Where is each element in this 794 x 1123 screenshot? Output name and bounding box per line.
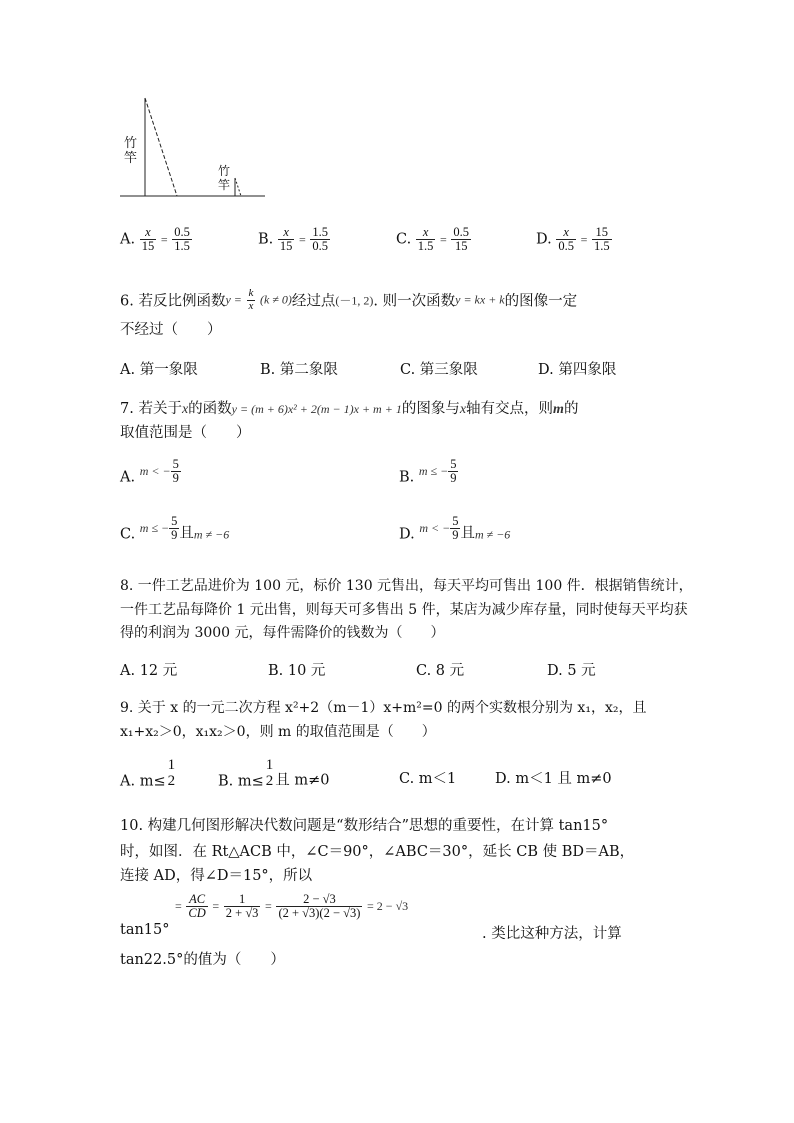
q10-stem-line3: 连接 AD，得∠D＝15°，所以 (120, 868, 313, 884)
q8-option-c[interactable]: C. 8 元 (416, 663, 465, 679)
q5-option-b[interactable]: B. $\frac{x}{15}$ = $\frac{1.5}{0.5}$ (258, 225, 328, 254)
q6-option-c[interactable]: C. 第三象限 (400, 362, 478, 378)
q6-option-d[interactable]: D. 第四象限 (538, 362, 617, 378)
q6-option-b[interactable]: B. 第二象限 (260, 362, 338, 378)
q7-stem: 7. 若关于x的函数y = (m + 6)x² + 2(m − 1)x + m + 1的图象与x轴有交点，则m的 (120, 401, 579, 417)
q9-option-a[interactable]: A. m≤ 1 2 (120, 757, 176, 790)
bamboo-shadow-figure (115, 92, 270, 202)
q9-option-b[interactable]: B. m≤ 1 2 且 m≠0 (218, 757, 330, 790)
q8-stem-line3: 得的利润为 3000 元，每件需降价的钱数为（ ） (120, 625, 445, 641)
q10-stem-line5: tan22.5°的值为（ ） (120, 952, 285, 968)
q7-option-d[interactable]: D. m < − $\frac{5}{9}$ 且m ≠ −6 (399, 514, 511, 543)
q5-option-d[interactable]: D. $\frac{x}{0.5}$ = $\frac{15}{1.5}$ (536, 225, 610, 254)
q8-stem-line2: 一件工艺品每降价 1 元出售，则每天可多售出 5 件，某店为减少库存量，同时使每天平均获 (120, 602, 688, 618)
q8-stem-line1: 8. 一件工艺品进价为 100 元，标价 130 元售出，每天平均可售出 100 件．根据销售统计， (120, 578, 693, 594)
q6-option-a[interactable]: A. 第一象限 (120, 362, 198, 378)
q8-option-d[interactable]: D. 5 元 (547, 663, 596, 679)
q9-stem-line2: x₁+x₂＞0，x₁x₂＞0，则 m 的取值范围是（ ） (120, 724, 436, 740)
q10-stem-line2: 时，如图．在 Rt△ACB 中，∠C＝90°，∠ABC＝30°，延长 CB 使 BD＝AB， (120, 844, 635, 860)
q9-option-d[interactable]: D. m＜1 且 m≠0 (495, 771, 612, 787)
q5-option-c[interactable]: C. $\frac{x}{1.5}$ = $\frac{0.5}{15}$ (396, 225, 470, 254)
q6-stem: 6. 若反比例函数y = $\frac{k}{x}$ (k ≠ 0)经过点(－1, 2). 则一次函数y = kx + k的图像一定 (120, 287, 578, 312)
q7-stem-line2: 取值范围是（ ） (120, 425, 251, 441)
q7-option-a[interactable]: A. m < − $\frac{5}{9}$ (120, 457, 179, 486)
short-pole-label: 竹 竿 (218, 164, 231, 192)
q7-option-b[interactable]: B. m ≤ − $\frac{5}{9}$ (399, 457, 457, 486)
q9-option-c[interactable]: C. m＜1 (399, 771, 457, 787)
q8-option-b[interactable]: B. 10 元 (268, 663, 326, 679)
q10-stem-tail: . 类比这种方法，计算 (482, 926, 622, 942)
q8-option-a[interactable]: A. 12 元 (120, 663, 178, 679)
q9-stem-line1: 9. 关于 x 的一元二次方程 x²+2（m－1）x+m²=0 的两个实数根分别为 x₁，x₂，且 (120, 700, 647, 716)
q10-tan-label: tan15° (120, 922, 170, 938)
q7-option-c[interactable]: C. m ≤ − $\frac{5}{9}$ 且m ≠ −6 (120, 514, 230, 543)
q5-option-a[interactable]: A. $\frac{x}{15}$ = $\frac{0.5}{1.5}$ (120, 225, 190, 254)
q10-equation: = $\frac{AC}{CD}$ = $\frac{1}{2 + √3}$ = $\frac{2 - √3}{(2 + √3)(2 - √3)}$ = 2 − √3 (175, 892, 409, 921)
q6-stem-line2: 不经过（ ） (120, 322, 222, 338)
tall-pole-label: 竹 竿 (124, 135, 138, 165)
q10-stem-line1: 10. 构建几何图形解决代数问题是“数形结合”思想的重要性，在计算 tan15° (120, 818, 609, 834)
